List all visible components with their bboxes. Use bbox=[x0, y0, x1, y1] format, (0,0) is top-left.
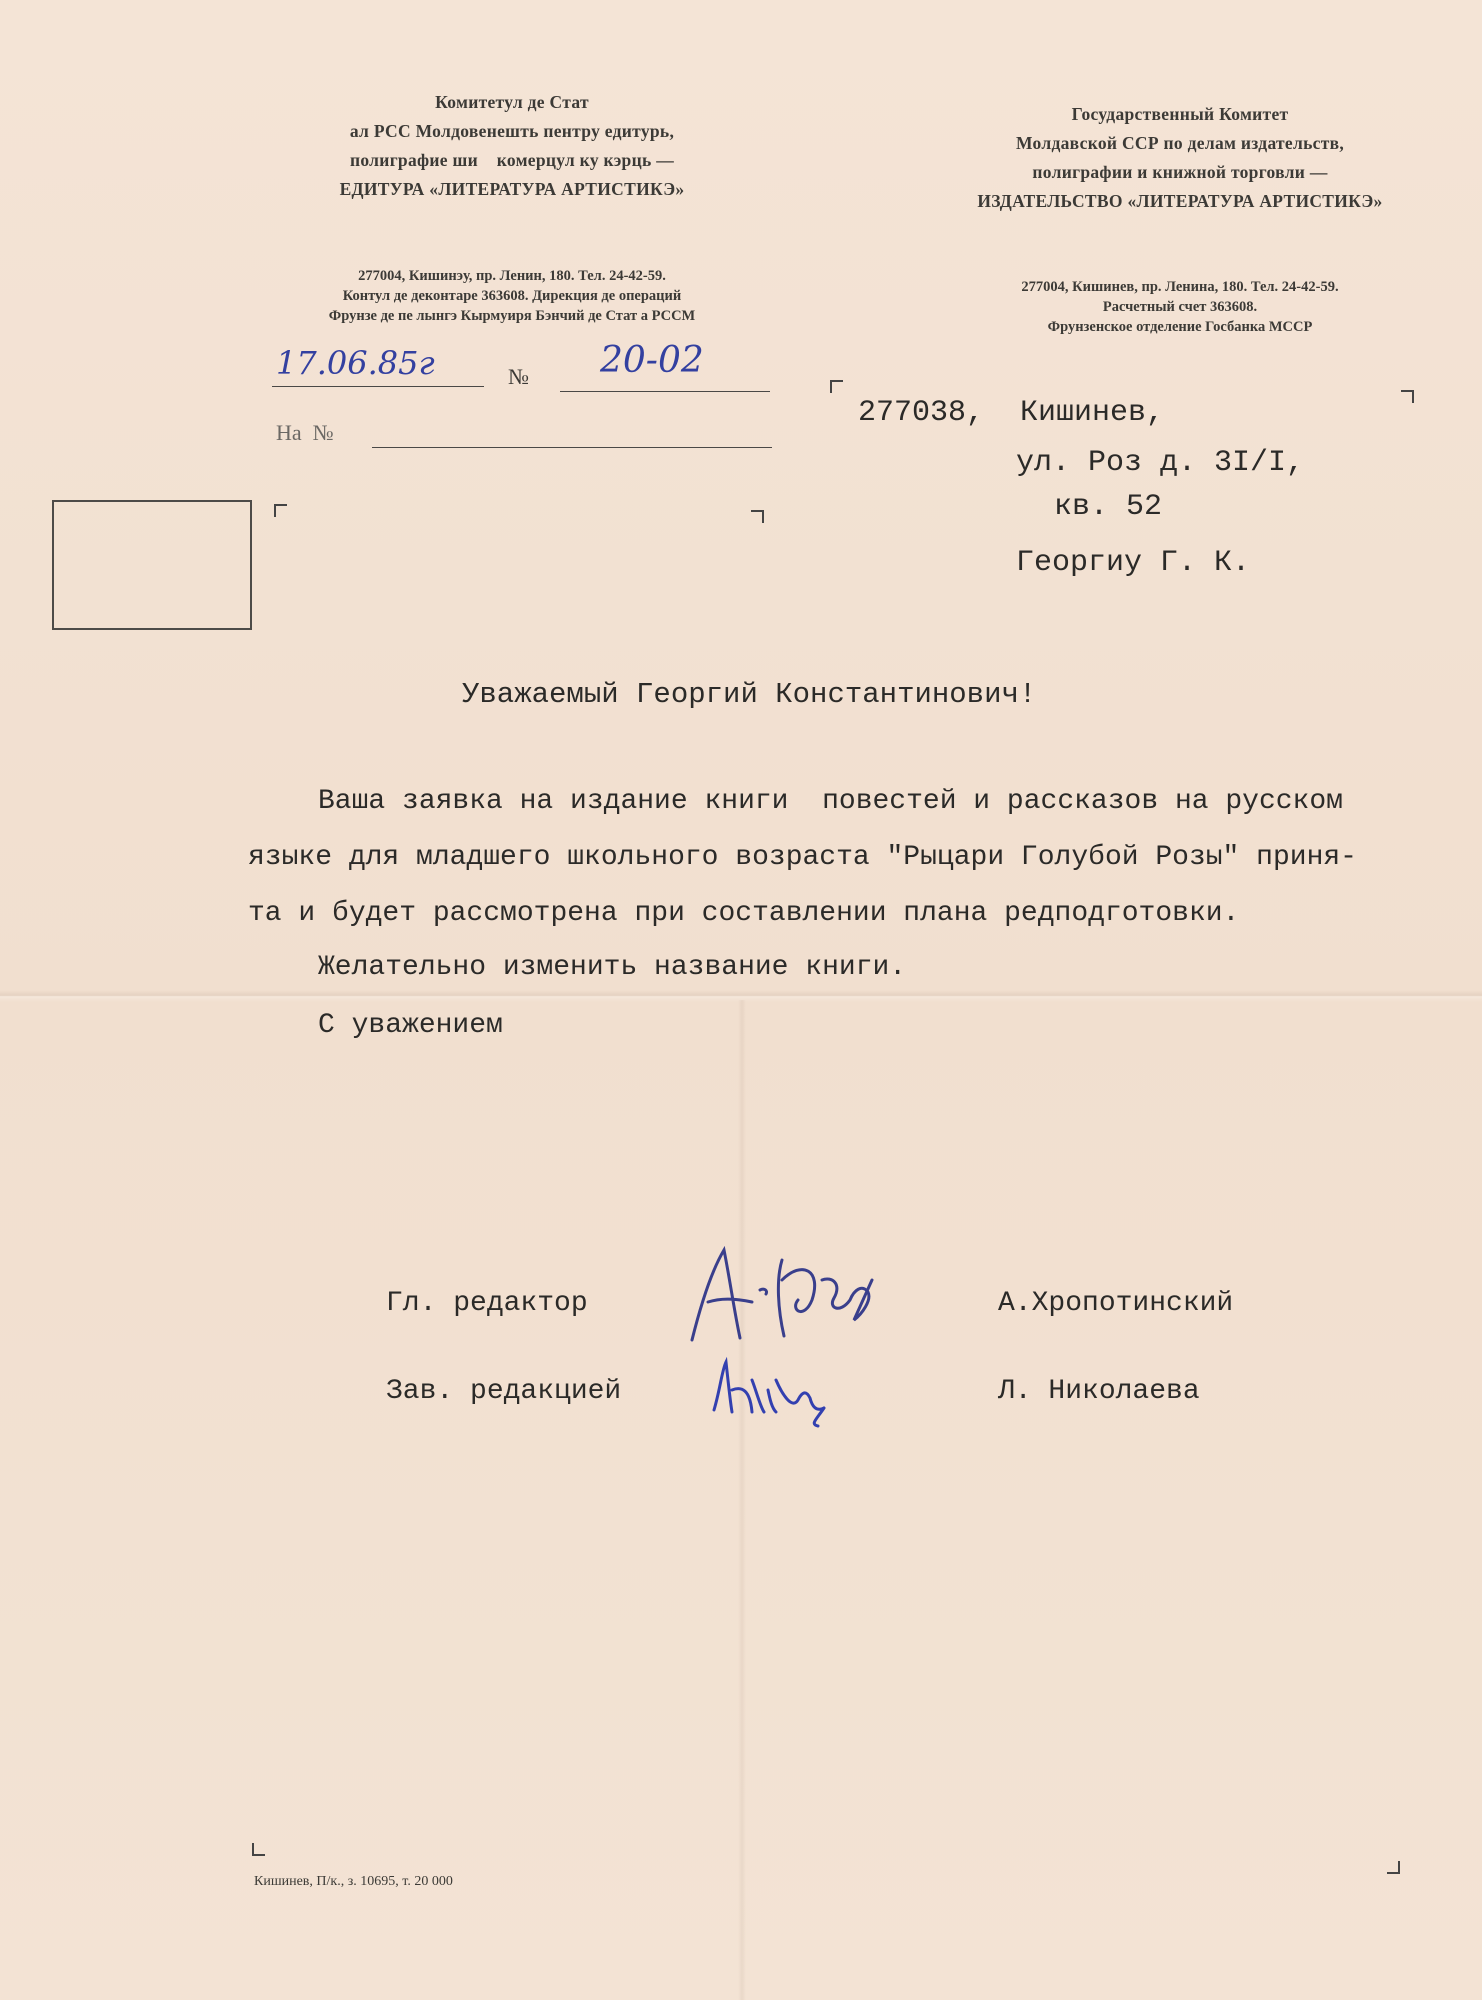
address-line: Расчетный счет 363608. bbox=[1102, 299, 1258, 315]
letterhead-right-address bbox=[930, 277, 1430, 337]
closing: С уважением bbox=[318, 1010, 503, 1041]
number-label: № bbox=[508, 364, 529, 389]
printing-imprint: Кишинев, П/к., з. 10695, т. 20 000 bbox=[254, 1874, 453, 1889]
address-line: 277004, Кишинев, пр. Ленина, 180. Тел. 24-42-59. bbox=[1021, 279, 1339, 295]
handwritten-signature-icon bbox=[672, 1240, 912, 1360]
address-line: Фрунзе де пе лынгэ Кырмуиря Бэнчий де Стат а РССМ bbox=[328, 308, 696, 324]
letterhead-left-line: ал РСС Молдовенешть пентру едитурь, bbox=[349, 121, 675, 141]
reply-number-line bbox=[372, 447, 772, 448]
letterhead-right-line: Молдавской ССР по делам издательств, bbox=[1015, 133, 1345, 153]
signature-title: Зав. редакцией bbox=[386, 1376, 622, 1407]
corner-mark-icon bbox=[1386, 1860, 1400, 1874]
signatory-name: Л. Николаева bbox=[998, 1376, 1200, 1407]
stamp-box bbox=[52, 500, 252, 630]
address-line: Контул де деконтаре 363608. Дирекция де операций bbox=[342, 288, 682, 304]
letterhead-right bbox=[910, 100, 1450, 216]
body-line: Ваша заявка на издание книги повестей и рассказов на русском bbox=[318, 786, 1343, 817]
recipient-line-1: 277038, Кишинев, bbox=[858, 396, 1165, 430]
corner-mark-icon bbox=[830, 380, 844, 394]
recipient-name: Георгиу Г. К. bbox=[1016, 546, 1251, 580]
date-underline bbox=[272, 386, 484, 387]
letterhead-right-line: Государственный Комитет bbox=[1071, 104, 1289, 124]
letterhead-left-address bbox=[262, 266, 762, 326]
address-line: 277004, Кишинэу, пр. Ленин, 180. Тел. 24-42-59. bbox=[358, 268, 666, 284]
letterhead-left-line: полиграфие ши комерцул ку кэрць — bbox=[349, 150, 675, 170]
salutation: Уважаемый Георгий Константинович! bbox=[462, 678, 1037, 711]
body-line: Желательно изменить название книги. bbox=[318, 952, 907, 983]
corner-mark-icon bbox=[274, 504, 288, 518]
handwritten-date: 17.06.85г bbox=[276, 344, 435, 382]
letterhead-left bbox=[262, 88, 762, 204]
letterhead-right-line: ИЗДАТЕЛЬСТВО «ЛИТЕРАТУРА АРТИСТИКЭ» bbox=[977, 191, 1383, 211]
corner-mark-icon bbox=[1400, 390, 1414, 404]
address-line: Фрунзенское отделение Госбанка МССР bbox=[1047, 319, 1313, 335]
letterhead-right-line: полиграфии и книжной торговли — bbox=[1032, 162, 1328, 182]
corner-mark-icon bbox=[750, 510, 764, 524]
letterhead-left-line: Комитетул де Стат bbox=[435, 92, 589, 112]
body-line: та и будет рассмотрена при составлении плана редподготовки. bbox=[248, 898, 1240, 929]
corner-mark-icon bbox=[252, 1842, 266, 1856]
fold-crease-vertical bbox=[738, 1000, 746, 2000]
signature-title: Гл. редактор bbox=[386, 1288, 588, 1319]
number-underline bbox=[560, 391, 770, 392]
reply-number-label: На № bbox=[276, 420, 334, 445]
recipient-line-3: кв. 52 bbox=[1054, 490, 1163, 524]
handwritten-signature-icon bbox=[706, 1350, 866, 1430]
letterhead-left-line: ЕДИТУРА «ЛИТЕРАТУРА АРТИСТИКЭ» bbox=[339, 179, 685, 199]
handwritten-number: 20-02 bbox=[600, 340, 704, 381]
signatory-name: А.Хропотинский bbox=[998, 1288, 1234, 1319]
recipient-line-2: ул. Роз д. 3I/I, bbox=[1016, 446, 1305, 480]
body-line: языке для младшего школьного возраста "Рыцари Голубой Розы" приня- bbox=[248, 842, 1357, 873]
